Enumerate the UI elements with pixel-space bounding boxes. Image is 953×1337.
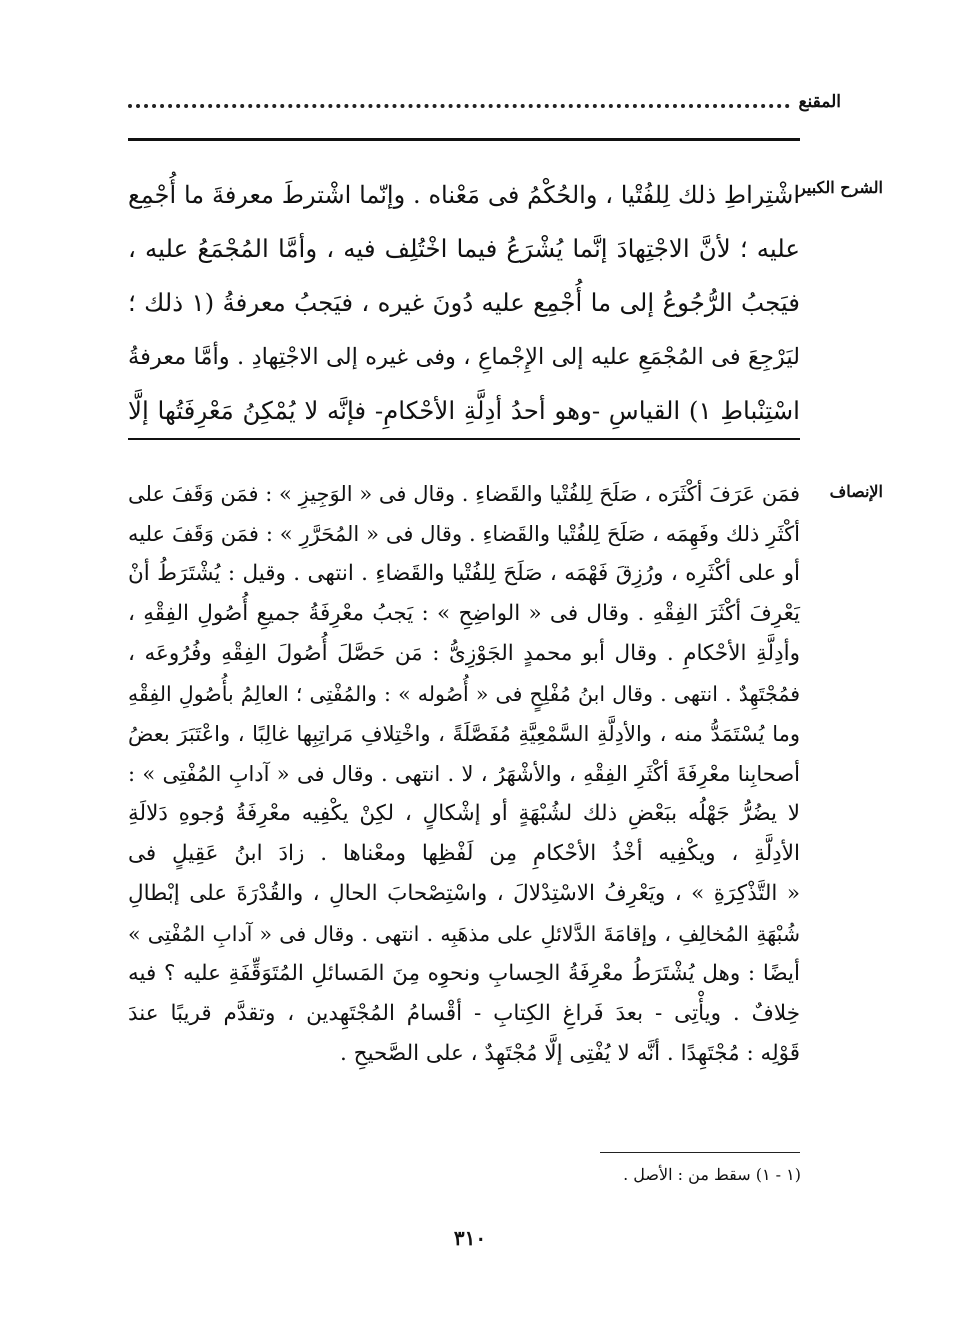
insaf-line: يَعْرِفَ أكْثَرَ الفِقْهِ . وقال فى « الواضِحِ » : يَجبُ معْرِفَةُ جميعِ أُصُولِ الفِقْهِ ،	[128, 601, 800, 626]
insaf-line: « التَّذْكِرَةِ » ، ويَعْرِفُ الاسْتِدْلالَ ، واسْتِصْحابَ الحالِ ، والقُدْرَةَ على إبْطالِ	[128, 881, 800, 906]
sharh-line: ليَرْجِعَ فى المُجْمَعِ عليه إلى الإِجْماعِ ، وفى غيره إلى الاجْتِهادِ . وأمَّا معرفةُ	[128, 344, 800, 370]
running-head-title: المقنع	[798, 92, 841, 112]
insaf-line: وما يُسْتَمَدُّ منه ، والأدِلَّةِ السَّمْعِيَّةِ مُفَصَّلَةً ، واخْتِلافِ مَراتِبِها غالِبًا ، واعْتَبَرَ بعضُ	[128, 722, 800, 746]
insaf-section-label: الإنصاف	[829, 482, 883, 501]
insaf-line: خِلافٌ . ويأْتِى - بعدَ فَراغِ الكِتابِ - أقْسامُ المُجْتَهِدين ، وتقدَّم قريبًا عندَ	[128, 1001, 800, 1026]
dotted-leader	[128, 104, 790, 108]
insaf-line: أصحابِنا معْرِفَةَ أكْثَرِ الفِقْهِ ، والأشْهَرُ ، لا . انتهى . وقال فى « آدابِ المُفْتِى » :	[128, 762, 800, 786]
page-number: ٣١٠	[453, 1226, 487, 1250]
sharh-line: عليه ؛ لأنَّ الاجْتِهادَ إنَّما يُشْرَعُ فيما اخْتُلِف فيه ، وأمَّا المُجْمَعُ عليه ،	[128, 234, 800, 263]
insaf-line: وأدِلَّةِ الأحْكامِ . وقال أبو محمدٍ الجَوْزِىُّ : مَن حَصَّلَ أُصُولَ الفِقْهِ وفُرُوعَه ،	[128, 641, 800, 666]
section-divider	[128, 438, 800, 440]
sharh-line: اشْتِراطِ ذلك لِلفُتْيا ، والحُكْمُ فى مَعْناه . وإنّما اشْترطَ معرفةَ ما أُجْمِع	[128, 181, 800, 209]
footnote-rule	[600, 1152, 800, 1153]
header-rule	[128, 138, 800, 141]
footnote: (١ - ١) سقط من : الأصل .	[623, 1165, 801, 1184]
insaf-line: لا يضُرُّ جَهْلُه ببَعْضِ ذلك لشُبْهَةٍ أو إشْكالٍ ، لكِنْ يكْفِيه معْرِفَةُ وُجوهِ دَلالَةِ	[128, 801, 800, 826]
insaf-text-block	[128, 474, 800, 1074]
insaf-line: قَوْلِه : مُجْتَهِدًا . أنَّه لا يُفْتِى إلَّا مُجْتَهِدٌ ، على الصَّحيحِ .	[340, 1041, 800, 1066]
insaf-line: شُبْهَةِ المُخالِفِ ، وإقامَةَ الدَّلائلِ على مذهَبِه . انتهى . وقال فى « آدابِ المُفْتِى »	[128, 922, 800, 946]
sharh-section-label: الشرح الكبير	[798, 178, 883, 197]
insaf-line: فمُجْتَهِدٌ . انتهى . وقال ابنُ مُفْلِحٍ فى « أُصُوله » : والمُفْتِى ؛ العالِمُ بأُصُولِ الفِقْهِ	[128, 682, 800, 706]
insaf-line: أو على أكْثَرِه ، ورُزِقَ فَهْمَه ، صَلَحَ لِلفُتْيا والقَضاءِ . انتهى . وقيل : يُشْتَرَطُ أنْ	[128, 561, 800, 586]
insaf-line: أيضًا : وهل يُشْتَرَطُ معْرِفَةُ الحِسابِ ونحوِه مِنَ المَسائلِ المُتَوَقِّفَةِ عليه ؟ فيه	[128, 961, 800, 986]
sharh-line: اسْتِنْباطِ ١) القياسِ -وهو أحدُ أدِلَّةِ الأحْكامِ- فإنَّه لا يُمْكِنُ مَعْرِفَتُها إلَّا	[128, 396, 800, 425]
insaf-line: الأدِلَّةِ ، ويكْفِيه أخْذُ الأحْكامِ مِن لَفْظِها ومعْناها . زادَ ابنُ عَقِيلٍ فى	[128, 841, 800, 866]
sharh-line: فيَجبُ الرُّجُوعُ إلى ما أُجْمِع عليه دُونَ غيره ، فيَجبُ معرفةُ (١ ذلك ؛	[128, 288, 801, 317]
insaf-line: فمَن عَرَفَ أكْثَرَه ، صَلَحَ لِلفُتْيا والقَضاءِ . وقال فى « الوَجِيزِ » : فمَن وَقَفَ على	[128, 482, 800, 506]
insaf-line: أكْثَرِ ذلك وفَهِمَه ، صَلَحَ لِلفُتْيا والقَضاءِ . وقال فى « المُحَرَّرِ » : فمَن وَقَفَ عليه	[128, 522, 800, 546]
sharh-text-block	[128, 168, 800, 438]
